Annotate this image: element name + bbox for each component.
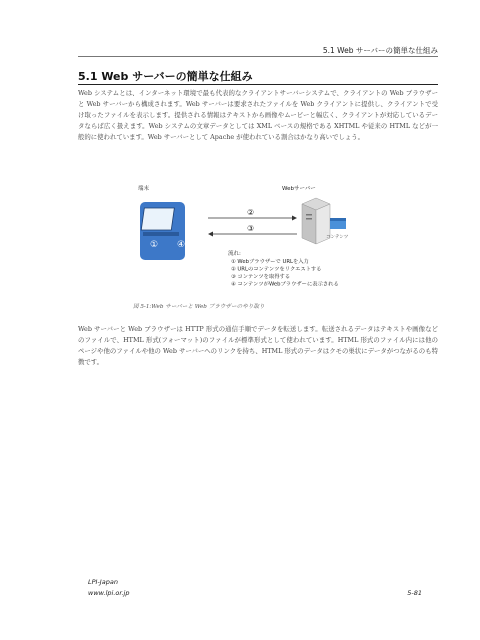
header-divider (78, 56, 438, 57)
step-1-label: ① (150, 240, 159, 250)
page-number: 5-81 (407, 589, 422, 597)
figure-caption: 図 5-1:Web サーバーと Web ブラウザーのやり取り (133, 304, 265, 310)
step-2-label: ② (247, 208, 255, 217)
flow-step: ② URLのコンテンツをリクエストする (231, 266, 322, 273)
web-architecture-figure (130, 182, 370, 294)
flow-step: ③ コンテンツを取得する (231, 274, 291, 280)
client-label: 端末 (138, 186, 150, 192)
flow-title: 流れ: (228, 251, 241, 257)
laptop-icon (140, 202, 185, 260)
http-paragraph: Web サーバーと Web ブラウザーは HTTP 形式の通信手順でデータを転送します。転送されるデータはテキストや画像などのファイルで、HTML 形式(フォーマット)のファイルが標準形式として使われています。HTML 形式のファイル内には他のページや他のファイルや他の Web サーバーへのリンクを持ち、HTML 形式のデータはクモの巣状にデータがつながるのも特徴です。 (78, 325, 438, 366)
footer-url: www.lpi.or.jp (88, 589, 130, 597)
content-label: コンテンツ (326, 235, 349, 240)
running-header: 5.1 Web サーバーの簡単な仕組み (322, 46, 438, 55)
flow-step: ④ コンテンツがWebブラウザーに表示される (231, 281, 339, 288)
step-4-label: ④ (177, 240, 186, 250)
figure-diagram (130, 182, 370, 294)
content-icon (330, 218, 346, 229)
server-label: Webサーバー (282, 186, 316, 192)
footer-organization: LPI-Japan (88, 578, 118, 586)
intro-paragraph: Web システムとは、インターネット環境で最も代表的なクライアントサーバーシステムで、クライアントの Web ブラウザーと Web サーバーから構成されます。Web サーバーは要求されたファイルを Web クライアントに提供し、クライアントで受け取ったファイルを表示します。提供される情報はテキストから画像やムービーと幅広く、クライアントが対応しているデータならば広く扱えます。Web システムの文章データとしては XML ベースの規格である XHTML や従来の HTML などが一般的に使われています。Web サーバーとして Apache が使われている割合はかなり高いでしょう。 (78, 89, 438, 141)
section-title-rule (78, 84, 438, 85)
flow-step: ① Webブラウザーで URLを入力 (231, 259, 309, 265)
step-3-label: ③ (247, 224, 255, 233)
section-title: 5.1 Web サーバーの簡単な仕組み (78, 70, 253, 83)
